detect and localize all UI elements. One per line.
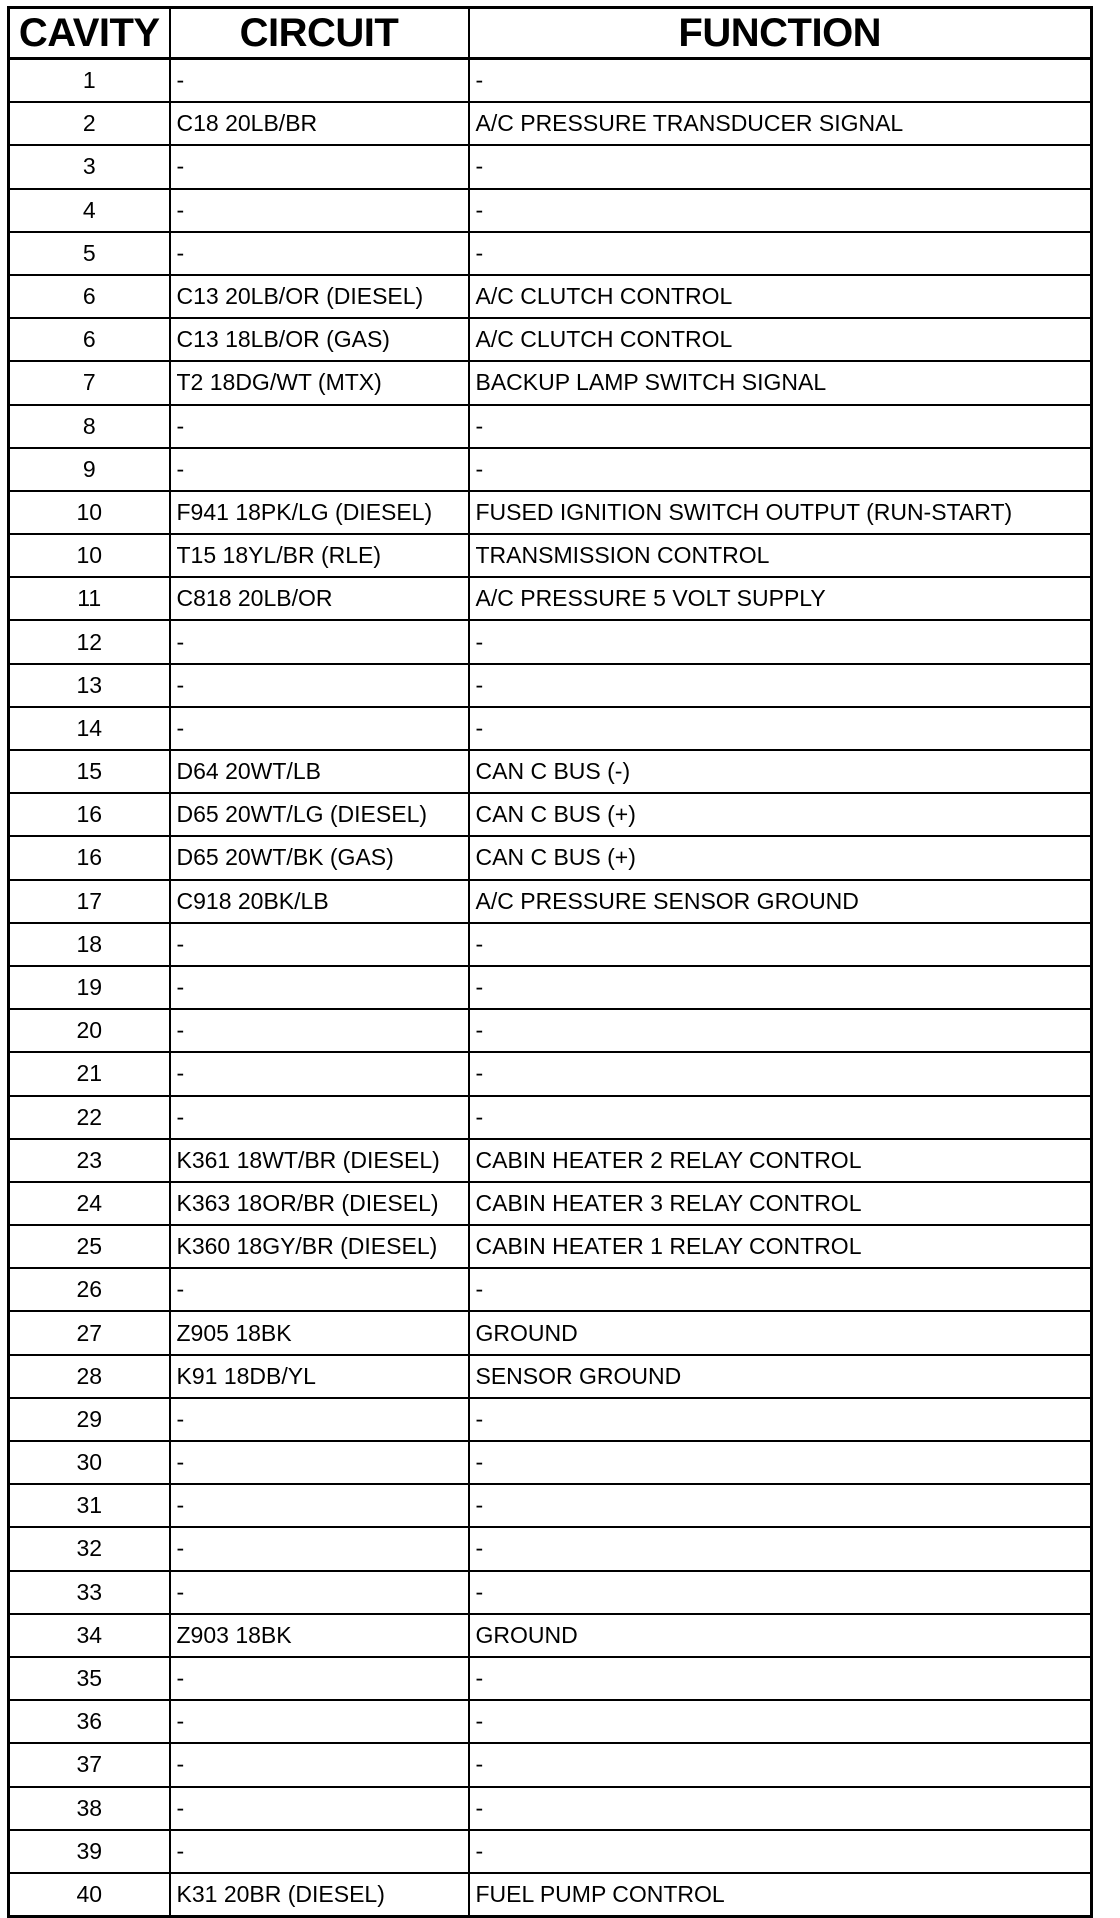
circuit-cell: - (170, 405, 469, 448)
circuit-cell: D65 20WT/BK (GAS) (170, 836, 469, 879)
function-cell: CAN C BUS (+) (469, 836, 1092, 879)
cavity-cell: 31 (9, 1484, 170, 1527)
function-cell: CAN C BUS (-) (469, 750, 1092, 793)
function-cell: - (469, 966, 1092, 1009)
table-row (9, 1052, 1092, 1095)
function-cell: - (469, 1052, 1092, 1095)
circuit-cell: C918 20BK/LB (170, 880, 469, 923)
table-row (9, 1225, 1092, 1268)
cavity-cell: 14 (9, 707, 170, 750)
circuit-cell: - (170, 59, 469, 103)
connector-pinout-table (7, 6, 1093, 1918)
circuit-cell: K31 20BR (DIESEL) (170, 1873, 469, 1917)
table-row (9, 966, 1092, 1009)
cavity-cell: 24 (9, 1182, 170, 1225)
cavity-cell: 39 (9, 1830, 170, 1873)
cavity-cell: 7 (9, 361, 170, 404)
table-row (9, 1614, 1092, 1657)
column-header-function: FUNCTION (469, 8, 1092, 59)
cavity-cell: 20 (9, 1009, 170, 1052)
table-row (9, 1700, 1092, 1743)
circuit-cell: - (170, 1009, 469, 1052)
table-row (9, 1139, 1092, 1182)
table-row (9, 102, 1092, 145)
circuit-cell: Z903 18BK (170, 1614, 469, 1657)
circuit-cell: - (170, 1096, 469, 1139)
table-row (9, 1311, 1092, 1354)
table-row (9, 880, 1092, 923)
table-row (9, 836, 1092, 879)
function-cell: - (469, 1571, 1092, 1614)
cavity-cell: 6 (9, 318, 170, 361)
function-cell: - (469, 232, 1092, 275)
function-cell: - (469, 1096, 1092, 1139)
cavity-cell: 26 (9, 1268, 170, 1311)
circuit-cell: F941 18PK/LG (DIESEL) (170, 491, 469, 534)
function-cell: CABIN HEATER 3 RELAY CONTROL (469, 1182, 1092, 1225)
cavity-cell: 4 (9, 189, 170, 232)
circuit-cell: T15 18YL/BR (RLE) (170, 534, 469, 577)
function-cell: A/C PRESSURE 5 VOLT SUPPLY (469, 577, 1092, 620)
function-cell: A/C CLUTCH CONTROL (469, 318, 1092, 361)
cavity-cell: 36 (9, 1700, 170, 1743)
cavity-cell: 28 (9, 1355, 170, 1398)
table-row (9, 1787, 1092, 1830)
table-row (9, 664, 1092, 707)
cavity-cell: 16 (9, 793, 170, 836)
circuit-cell: K360 18GY/BR (DIESEL) (170, 1225, 469, 1268)
function-cell: - (469, 1484, 1092, 1527)
cavity-cell: 30 (9, 1441, 170, 1484)
circuit-cell: - (170, 1527, 469, 1570)
table-header (9, 8, 1092, 59)
function-cell: - (469, 1700, 1092, 1743)
cavity-cell: 19 (9, 966, 170, 1009)
cavity-cell: 32 (9, 1527, 170, 1570)
cavity-cell: 23 (9, 1139, 170, 1182)
cavity-cell: 12 (9, 620, 170, 663)
cavity-cell: 2 (9, 102, 170, 145)
circuit-cell: - (170, 189, 469, 232)
function-cell: - (469, 1527, 1092, 1570)
circuit-cell: - (170, 966, 469, 1009)
cavity-cell: 18 (9, 923, 170, 966)
cavity-cell: 25 (9, 1225, 170, 1268)
cavity-cell: 10 (9, 491, 170, 534)
function-cell: CAN C BUS (+) (469, 793, 1092, 836)
circuit-cell: - (170, 145, 469, 188)
table-row (9, 1009, 1092, 1052)
circuit-cell: - (170, 1830, 469, 1873)
function-cell: - (469, 664, 1092, 707)
circuit-cell: D64 20WT/LB (170, 750, 469, 793)
header-row (9, 8, 1092, 59)
circuit-cell: - (170, 664, 469, 707)
circuit-cell: T2 18DG/WT (MTX) (170, 361, 469, 404)
table-row (9, 1527, 1092, 1570)
circuit-cell: - (170, 1743, 469, 1786)
function-cell: - (469, 923, 1092, 966)
circuit-cell: - (170, 1787, 469, 1830)
circuit-cell: D65 20WT/LG (DIESEL) (170, 793, 469, 836)
circuit-cell: C18 20LB/BR (170, 102, 469, 145)
circuit-cell: - (170, 1700, 469, 1743)
cavity-cell: 33 (9, 1571, 170, 1614)
table-row (9, 534, 1092, 577)
function-cell: - (469, 1441, 1092, 1484)
cavity-cell: 8 (9, 405, 170, 448)
cavity-cell: 38 (9, 1787, 170, 1830)
cavity-cell: 1 (9, 59, 170, 103)
function-cell: BACKUP LAMP SWITCH SIGNAL (469, 361, 1092, 404)
circuit-cell: - (170, 1398, 469, 1441)
cavity-cell: 29 (9, 1398, 170, 1441)
circuit-cell: - (170, 1441, 469, 1484)
table-row (9, 1268, 1092, 1311)
circuit-cell: - (170, 1268, 469, 1311)
table-row (9, 577, 1092, 620)
table-row (9, 1096, 1092, 1139)
circuit-cell: K361 18WT/BR (DIESEL) (170, 1139, 469, 1182)
cavity-cell: 37 (9, 1743, 170, 1786)
function-cell: - (469, 405, 1092, 448)
circuit-cell: K91 18DB/YL (170, 1355, 469, 1398)
cavity-cell: 6 (9, 275, 170, 318)
circuit-cell: - (170, 1571, 469, 1614)
cavity-cell: 27 (9, 1311, 170, 1354)
cavity-cell: 15 (9, 750, 170, 793)
function-cell: FUSED IGNITION SWITCH OUTPUT (RUN-START) (469, 491, 1092, 534)
circuit-cell: - (170, 232, 469, 275)
circuit-cell: - (170, 448, 469, 491)
circuit-cell: - (170, 620, 469, 663)
function-cell: - (469, 1398, 1092, 1441)
function-cell: GROUND (469, 1614, 1092, 1657)
cavity-cell: 5 (9, 232, 170, 275)
function-cell: - (469, 1268, 1092, 1311)
function-cell: - (469, 1830, 1092, 1873)
table-row (9, 620, 1092, 663)
cavity-cell: 21 (9, 1052, 170, 1095)
table-row (9, 232, 1092, 275)
table-row (9, 275, 1092, 318)
circuit-cell: Z905 18BK (170, 1311, 469, 1354)
table-row (9, 707, 1092, 750)
function-cell: - (469, 59, 1092, 103)
table-row (9, 1441, 1092, 1484)
function-cell: CABIN HEATER 2 RELAY CONTROL (469, 1139, 1092, 1182)
table-row (9, 1484, 1092, 1527)
table-row (9, 1355, 1092, 1398)
table-row (9, 318, 1092, 361)
table-row (9, 59, 1092, 103)
circuit-cell: - (170, 1657, 469, 1700)
function-cell: - (469, 1787, 1092, 1830)
table-row (9, 1873, 1092, 1917)
function-cell: - (469, 145, 1092, 188)
table-row (9, 1830, 1092, 1873)
cavity-cell: 13 (9, 664, 170, 707)
function-cell: GROUND (469, 1311, 1092, 1354)
table-row (9, 1571, 1092, 1614)
cavity-cell: 40 (9, 1873, 170, 1917)
table-row (9, 1398, 1092, 1441)
cavity-cell: 10 (9, 534, 170, 577)
table-row (9, 145, 1092, 188)
function-cell: - (469, 189, 1092, 232)
column-header-circuit: CIRCUIT (170, 8, 469, 59)
cavity-cell: 34 (9, 1614, 170, 1657)
circuit-cell: - (170, 1052, 469, 1095)
cavity-cell: 22 (9, 1096, 170, 1139)
function-cell: FUEL PUMP CONTROL (469, 1873, 1092, 1917)
table-row (9, 923, 1092, 966)
function-cell: A/C PRESSURE TRANSDUCER SIGNAL (469, 102, 1092, 145)
cavity-cell: 9 (9, 448, 170, 491)
function-cell: - (469, 1743, 1092, 1786)
circuit-cell: C818 20LB/OR (170, 577, 469, 620)
table-row (9, 1743, 1092, 1786)
cavity-cell: 35 (9, 1657, 170, 1700)
function-cell: A/C PRESSURE SENSOR GROUND (469, 880, 1092, 923)
circuit-cell: - (170, 707, 469, 750)
table-row (9, 361, 1092, 404)
table-row (9, 405, 1092, 448)
function-cell: - (469, 448, 1092, 491)
function-cell: - (469, 707, 1092, 750)
column-header-cavity: CAVITY (9, 8, 170, 59)
circuit-cell: C13 20LB/OR (DIESEL) (170, 275, 469, 318)
table-row (9, 1182, 1092, 1225)
table-body (9, 59, 1092, 1917)
table-row (9, 491, 1092, 534)
table-row (9, 189, 1092, 232)
function-cell: - (469, 620, 1092, 663)
table-row (9, 1657, 1092, 1700)
cavity-cell: 11 (9, 577, 170, 620)
table-row (9, 750, 1092, 793)
function-cell: - (469, 1009, 1092, 1052)
circuit-cell: - (170, 923, 469, 966)
table-row (9, 448, 1092, 491)
table-row (9, 793, 1092, 836)
cavity-cell: 3 (9, 145, 170, 188)
function-cell: CABIN HEATER 1 RELAY CONTROL (469, 1225, 1092, 1268)
function-cell: TRANSMISSION CONTROL (469, 534, 1092, 577)
circuit-cell: - (170, 1484, 469, 1527)
cavity-cell: 16 (9, 836, 170, 879)
function-cell: SENSOR GROUND (469, 1355, 1092, 1398)
circuit-cell: K363 18OR/BR (DIESEL) (170, 1182, 469, 1225)
circuit-cell: C13 18LB/OR (GAS) (170, 318, 469, 361)
cavity-cell: 17 (9, 880, 170, 923)
function-cell: - (469, 1657, 1092, 1700)
function-cell: A/C CLUTCH CONTROL (469, 275, 1092, 318)
